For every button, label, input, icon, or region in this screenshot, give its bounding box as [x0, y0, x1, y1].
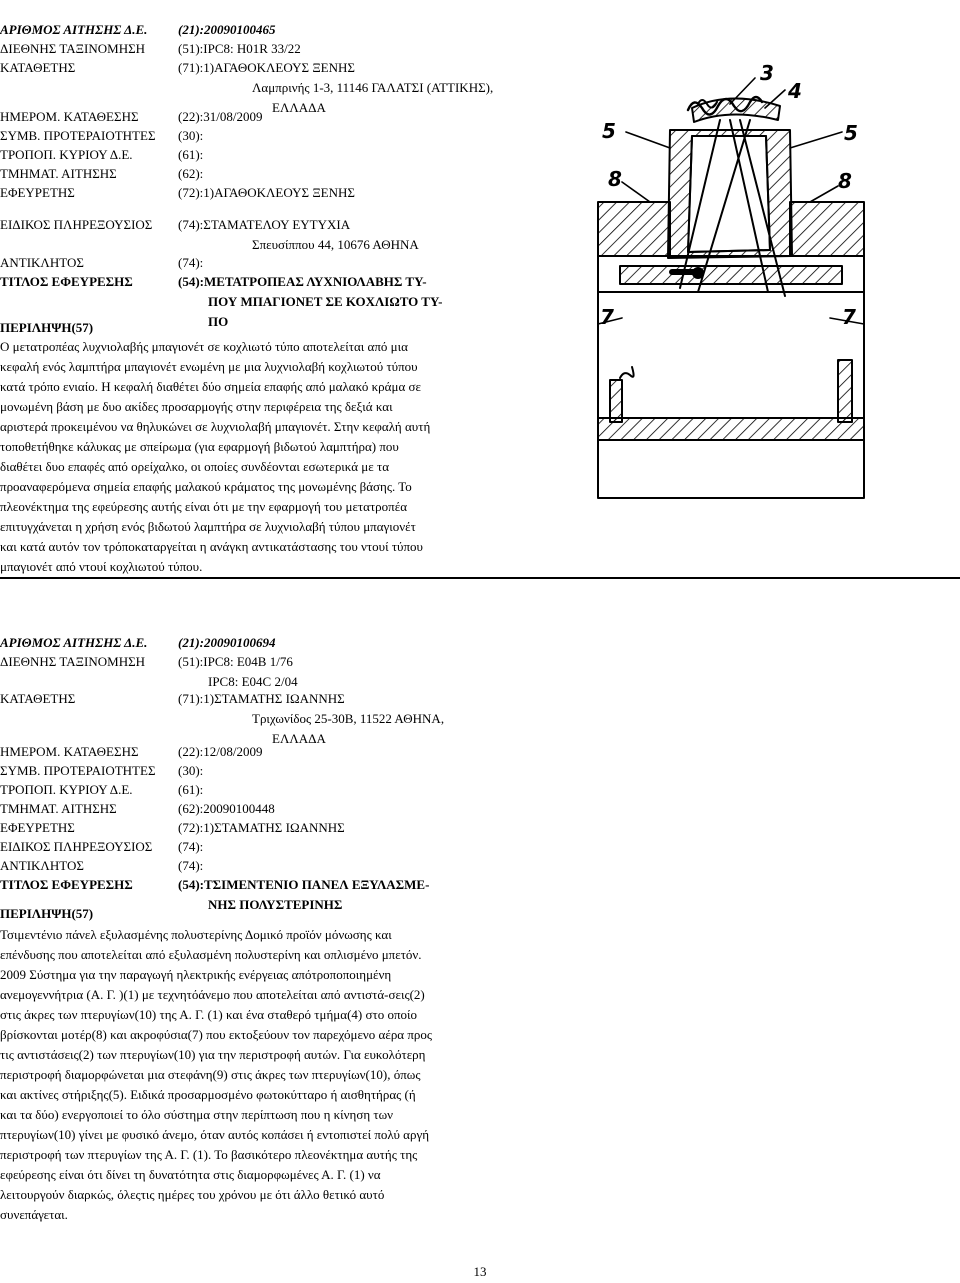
abstract-line: 2009 Σύστημα για την παραγωγή ηλεκτρικής ενέργειας απότροποποιημένη: [0, 967, 392, 982]
field-value: [178, 689, 444, 749]
base-bottom: [598, 440, 864, 498]
abstract-line: μπαγιονέτ από ντουί κοχλιωτού τύπου.: [0, 559, 203, 574]
field-label: ΤΜΗΜΑΤ. ΑΙΤΗΣΗΣ: [0, 801, 117, 816]
abstract-line: εφεύρεσης είναι ότι δίνει τη δυνατότητα στις διαμορφωμένες Α. Γ. (1) να: [0, 1167, 381, 1182]
field-value: (61):: [178, 147, 204, 162]
value-line: ΠΟΥ ΜΠΑΓΙΟΝΕΤ ΣΕ ΚΟΧΛΙΩΤΟ ΤΥ-: [208, 294, 443, 309]
abstract-line: και τα δύο) ενεργοποιεί το όλο σύστημα στην περίπτωση που η κίνηση των: [0, 1107, 394, 1122]
abstract-line: λειτουργούν διαρκώς, όλεςτις ημέρες του χρόνου με ότι άλλο θετικό αυτό: [0, 1187, 385, 1202]
abstract-line: περιστροφή των πτερυγίων της Α. Γ. (1). Το βασικότερο πλεονέκτημα αυτής της: [0, 1147, 418, 1162]
entry-separator: [0, 577, 960, 579]
value-line: (51):IPC8: E04B 1/76: [178, 654, 293, 669]
field-label: ΣΥΜΒ. ΠΡΟΤΕΡΑΙΟΤΗΤΕΣ: [0, 763, 156, 778]
value-line: IPC8: E04C 2/04: [208, 674, 298, 689]
inner-wire-left: [620, 367, 634, 378]
value-line: (71):1)ΑΓΑΘΟΚΛΕΟΥΣ ΞΕΝΗΣ: [178, 60, 355, 75]
abstract-line: και κατά αυτόν τον τρόποκαταργείται η ανάγκη αντικατάστασης του ντουί τύπου: [0, 539, 423, 554]
field-value: (74):: [178, 255, 204, 270]
abstract-line: κεφαλή ενός λαμπτήρα μπαγιονέτ ενωμένη με μια λυχνιολαβή κοχλιωτού τύπου: [0, 359, 418, 374]
drawing-label-8-left: 8: [608, 167, 622, 191]
value-line: (54):ΜΕΤΑΤΡΟΠΕΑΣ ΛΥΧΝΙΟΛΑΒΗΣ ΤΥ-: [178, 274, 427, 289]
field-value: [178, 652, 298, 692]
abstract-line: επιτυγχάνεται η χρήση ενός βιδωτού λαμπτήρα σε λυχνιολαβή τύπου μπαγιονέτ: [0, 519, 416, 534]
field-value: (72):1)ΣΤΑΜΑΤΗΣ ΙΩΑΝΝΗΣ: [178, 820, 345, 835]
abstract-line: κατά τρόπο ενιαίο. Η κεφαλή διαθέτει δύο σημεία επαφής από μαλακό κράμα σε: [0, 379, 421, 394]
abstract-line: πλεονέκτημα της εφεύρεσης αυτής είναι ότι με την εφαρμογή του μετατροπέα: [0, 499, 407, 514]
value-line: (71):1)ΣΤΑΜΑΤΗΣ ΙΩΑΝΝΗΣ: [178, 691, 345, 706]
field-value: [178, 215, 419, 255]
field-label: ΚΑΤΑΘΕΤΗΣ: [0, 691, 76, 706]
value-line: Σπευσίππου 44, 10676 ΑΘΗΝΑ: [252, 237, 419, 252]
abstract-line: βρίσκονται μοτέρ(8) και ακροφύσια(7) που εκτοξεύουν τον παρεχόμενο αέρα προς: [0, 1027, 433, 1042]
field-label: ΗΜΕΡΟΜ. ΚΑΤΑΘΕΣΗΣ: [0, 744, 139, 759]
drawing-label-5-right: 5: [844, 121, 858, 145]
value-line: Τριχωνίδος 25-30Β, 11522 ΑΘΗΝΑ,: [252, 711, 445, 726]
value-line: (54):ΤΣΙΜΕΝΤΕΝΙΟ ΠΑΝΕΛ ΕΞΥΛΑΣΜΕ-: [178, 877, 430, 892]
abstract-heading: ΠΕΡΙΛΗΨΗ(57): [0, 320, 94, 335]
abstract-line: ανεμογεννήτρια (Α. Γ. )(1) με τεχνητόάνεμο που αποτελείται από αντιστά-σεις(2): [0, 987, 425, 1002]
field-value: (72):1)ΑΓΑΘΟΚΛΕΟΥΣ ΞΕΝΗΣ: [178, 185, 355, 200]
drawing-label-8-right: 8: [838, 169, 852, 193]
abstract-line: διαθέτει δυο επαφές από ορείχαλκο, οι οποίες συνδέονται εσωτερικά με τα: [0, 459, 390, 474]
field-label: ΤΙΤΛΟΣ ΕΦΕΥΡΕΣΗΣ: [0, 877, 133, 892]
abstract-line: τις αντιστάσεις(2) των πτερυγίων(10) για την περιστροφή αυτών. Για ευκολότερη: [0, 1047, 426, 1062]
field-value: (22):12/08/2009: [178, 744, 263, 759]
drawing-label-7-left: 7: [600, 305, 614, 329]
field-label: ΤΡΟΠΟΠ. ΚΥΡΙΟΥ Δ.Ε.: [0, 147, 133, 162]
drawing-label-5-left: 5: [602, 119, 616, 143]
abstract-line: και ακτίνες στήριξης(5). Ειδικά προσαρμοσμένο φωτοκύτταρο ή αισθητήρας (ή: [0, 1087, 416, 1102]
field-label: ΕΦΕΥΡΕΤΗΣ: [0, 185, 75, 200]
abstract-line: περιστροφή διαμορφώνεται μια στεφάνη(9) στις άκρες των πτερυγίων(10), όπως: [0, 1067, 421, 1082]
field-value: [178, 875, 429, 915]
drawing-label-3: 3: [760, 61, 774, 85]
field-label: ΕΦΕΥΡΕΤΗΣ: [0, 820, 75, 835]
field-value: (74):: [178, 858, 204, 873]
upper-head-inner: [688, 136, 770, 252]
abstract-line: πτερυγίων(10) γίνει με φυσικό άνεμο, όταν αυτός κοπάσει ή εντοπιστεί πολύ αργή: [0, 1127, 429, 1142]
drawing-label-4: 4: [788, 79, 802, 103]
field-label: ΕΙΔΙΚΟΣ ΠΛΗΡΕΞΟΥΣΙΟΣ: [0, 839, 153, 854]
field-label: ΤΙΤΛΟΣ ΕΦΕΥΡΕΣΗΣ: [0, 274, 133, 289]
field-label: ΤΜΗΜΑΤ. ΑΙΤΗΣΗΣ: [0, 166, 117, 181]
abstract-line: επένδυσης που αποτελείται από εξυλασμένη πολυστερίνη και οπλισμένο μπετόν.: [0, 947, 422, 962]
abstract-text: [0, 925, 468, 1225]
field-value: (21):20090100694: [178, 635, 276, 650]
field-label: ΑΝΤΙΚΛΗΤΟΣ: [0, 858, 84, 873]
abstract-text: [0, 337, 470, 577]
field-label: ΤΡΟΠΟΠ. ΚΥΡΙΟΥ Δ.Ε.: [0, 782, 133, 797]
value-line: ΝΗΣ ΠΟΛΥΣΤΕΡΙΝΗΣ: [208, 897, 343, 912]
lower-sleeve: [598, 292, 864, 418]
value-line: (74):ΣΤΑΜΑΤΕΛΟΥ ΕΥΤΥΧΙΑ: [178, 217, 351, 232]
abstract-heading: ΠΕΡΙΛΗΨΗ(57): [0, 906, 94, 921]
drawing-label-7-right: 7: [842, 305, 856, 329]
field-label: ΗΜΕΡΟΜ. ΚΑΤΑΘΕΣΗΣ: [0, 109, 139, 124]
field-value: (62):: [178, 166, 204, 181]
field-label: ΔΙΕΘΝΗΣ ΤΑΞΙΝΟΜΗΣΗ: [0, 654, 146, 669]
left-shoulder: [598, 202, 670, 256]
field-value: (30):: [178, 128, 204, 143]
field-value: (22):31/08/2009: [178, 109, 263, 124]
abstract-line: αριστερά προκειμένου να θηλυκώνει σε λυχνιολαβή μπαγιονέτ. Στην κεφαλή αυτή: [0, 419, 431, 434]
field-value: (62):20090100448: [178, 801, 275, 816]
field-label: ΔΙΕΘΝΗΣ ΤΑΞΙΝΟΜΗΣΗ: [0, 41, 146, 56]
field-label: ΑΡΙΘΜΟΣ ΑΙΤΗΣΗΣ Δ.Ε.: [0, 635, 148, 650]
abstract-line: στις άκρες των πτερυγίων(10) της Α. Γ. (1) και ένα σταθερό τμήμα(4) στο οποίο: [0, 1007, 418, 1022]
value-line: ΠΟ: [208, 314, 229, 329]
page-number: 13: [473, 1264, 487, 1279]
field-value: (61):: [178, 782, 204, 797]
abstract-line: τοποθετήθηκε κάλυκας με σπείρωμα (για εφαρμογή βιδωτού λαμπτήρα) που: [0, 439, 399, 454]
value-line: Λαμπρινής 1-3, 11146 ΓΑΛΑΤΣΙ (ΑΤΤΙΚΗΣ),: [252, 80, 494, 95]
field-value: (21):20090100465: [178, 22, 276, 37]
right-shoulder: [790, 202, 864, 256]
field-label: ΕΙΔΙΚΟΣ ΠΛΗΡΕΞΟΥΣΙΟΣ: [0, 217, 153, 232]
abstract-line: συνεπάγεται.: [0, 1207, 68, 1222]
field-value: (74):: [178, 839, 204, 854]
abstract-line: Τσιμεντένιο πάνελ εξυλασμένης πολυστερίνης Δομικό προϊόν μόνωσης και: [0, 927, 392, 942]
abstract-line: προαναφερόμενα σημεία επαφής μαλακού κράματος της μονωμένης βάσης. Το: [0, 479, 412, 494]
patent-drawing: [580, 60, 900, 510]
base-band: [598, 418, 864, 440]
field-value: (51):IPC8: H01R 33/22: [178, 41, 301, 56]
field-value: (30):: [178, 763, 204, 778]
field-value: [178, 272, 443, 332]
field-label: ΑΝΤΙΚΛΗΤΟΣ: [0, 255, 84, 270]
field-label: ΣΥΜΒ. ΠΡΟΤΕΡΑΙΟΤΗΤΕΣ: [0, 128, 156, 143]
abstract-line: μονωμένη βάση με δυο ακίδες προσαρμογής στην περιφέρεια της δεξιά και: [0, 399, 393, 414]
value-line: ΕΛΛΑΔΑ: [272, 100, 326, 115]
field-label: ΚΑΤΑΘΕΤΗΣ: [0, 60, 76, 75]
value-line: ΕΛΛΑΔΑ: [272, 731, 326, 746]
abstract-line: Ο μετατροπέας λυχνιολαβής μπαγιονέτ σε κοχλιωτό τύπο αποτελείται από μια: [0, 339, 408, 354]
field-label: ΑΡΙΘΜΟΣ ΑΙΤΗΣΗΣ Δ.Ε.: [0, 22, 148, 37]
